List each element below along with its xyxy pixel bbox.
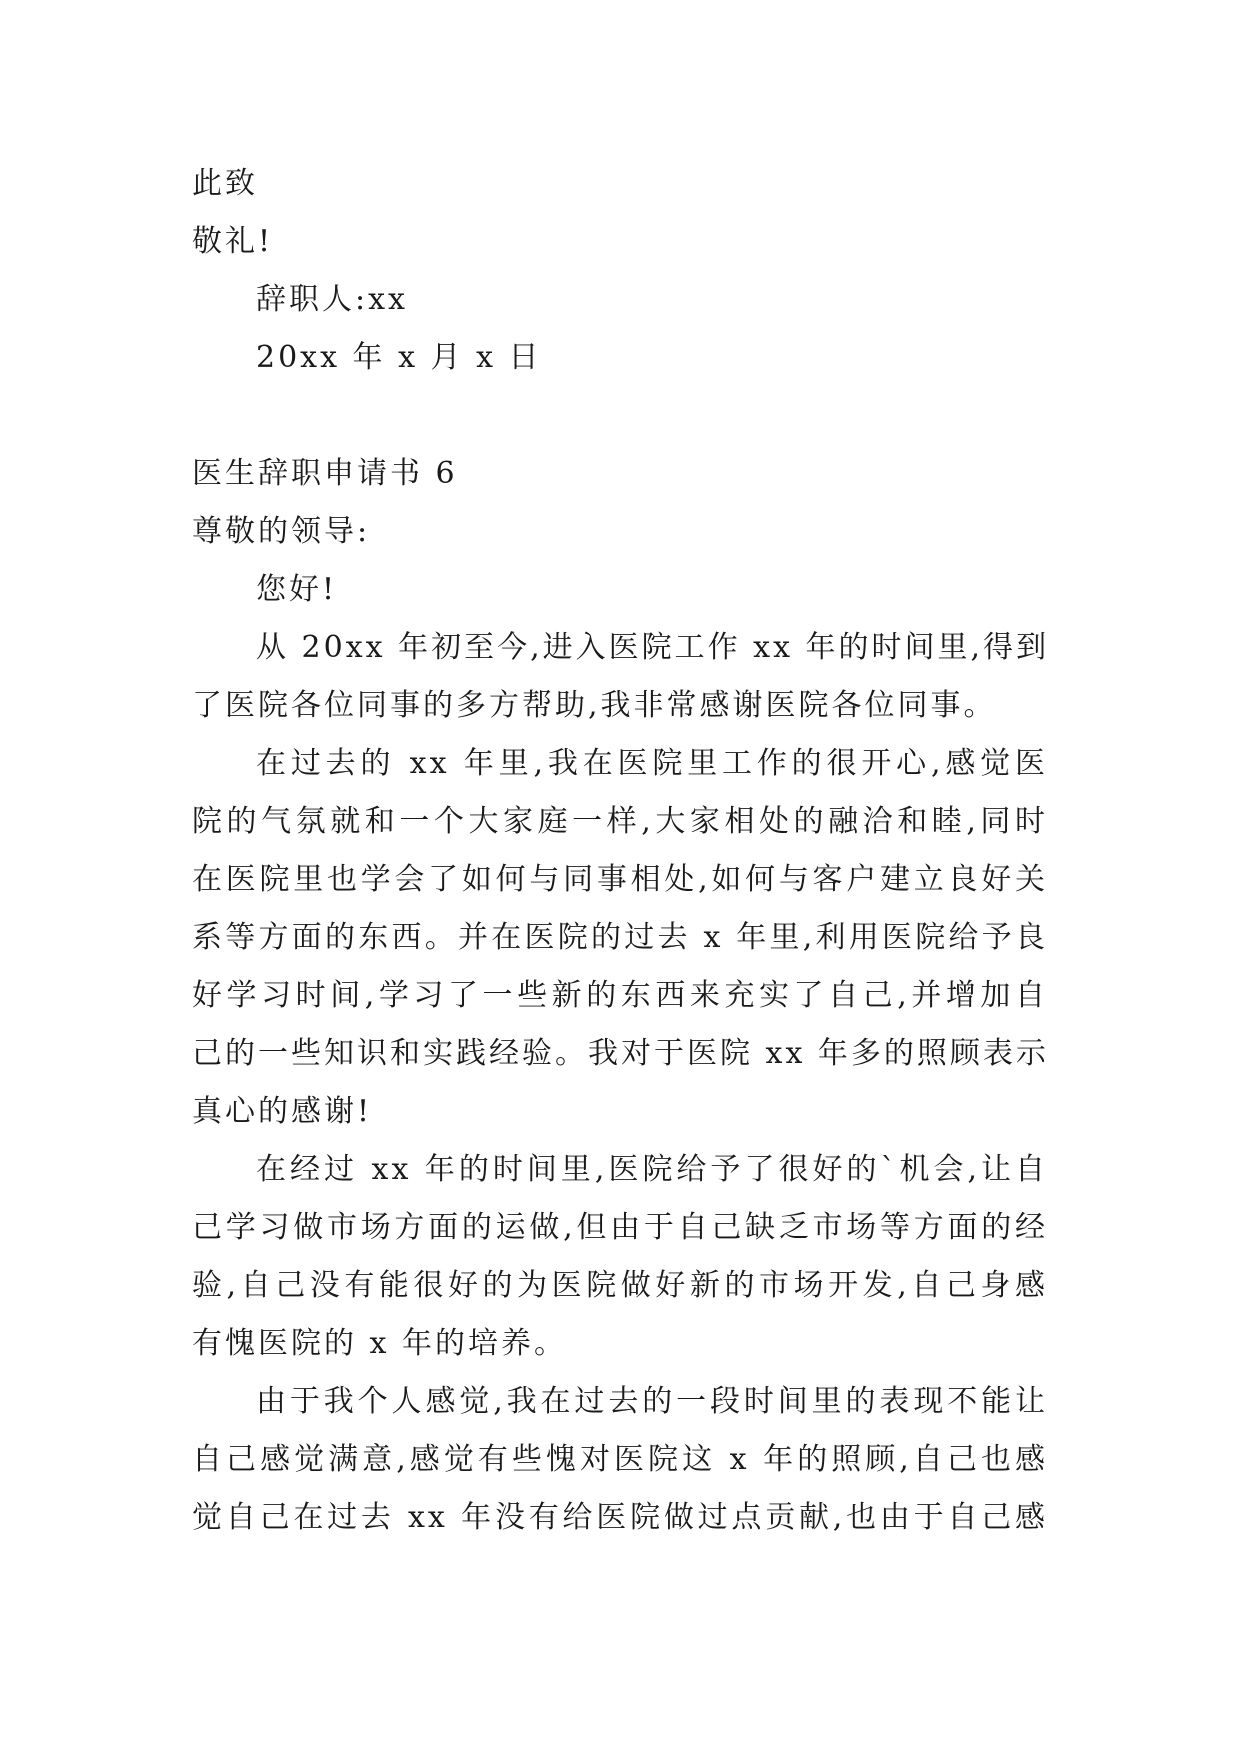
paragraph-line: 从 20xx 年初至今,进入医院工作 xx 年的时间里,得到 (256, 630, 1050, 665)
paragraph-line: 自己感觉满意,感觉有些愧对医院这 x 年的照顾,自己也感 (192, 1442, 1048, 1477)
letter-recipient: 尊敬的领导: (192, 514, 371, 549)
paragraph-line: 己的一些知识和实践经验。我对于医院 xx 年多的照顾表示 (192, 1036, 1049, 1071)
paragraph-line: 好学习时间,学习了一些新的东西来充实了自己,并增加自 (192, 978, 1048, 1013)
paragraph-line: 了医院各位同事的多方帮助,我非常感谢医院各位同事。 (192, 688, 997, 723)
paragraph-line: 己学习做市场方面的运做,但由于自己缺乏市场等方面的经 (192, 1210, 1048, 1245)
closing-salutation: 此致 (192, 166, 258, 201)
paragraph-line: 验,自己没有能很好的为医院做好新的市场开发,自己身感 (192, 1268, 1048, 1303)
letter-greeting: 您好! (256, 572, 338, 607)
paragraph-line: 系等方面的东西。并在医院的过去 x 年里,利用医院给予良 (192, 920, 1048, 955)
paragraph-line: 有愧医院的 x 年的培养。 (192, 1326, 567, 1361)
sign-date: 20xx 年 x 月 x 日 (256, 340, 542, 375)
paragraph-line: 在经过 xx 年的时间里,医院给予了很好的`机会,让自 (256, 1152, 1048, 1187)
closing-regards: 敬礼! (192, 224, 274, 259)
paragraph-line: 在医院里也学会了如何与同事相处,如何与客户建立良好关 (192, 862, 1048, 897)
paragraph-line: 院的气氛就和一个大家庭一样,大家相处的融洽和睦,同时 (192, 804, 1048, 839)
paragraph-line: 在过去的 xx 年里,我在医院里工作的很开心,感觉医 (256, 746, 1048, 781)
paragraph-line: 由于我个人感觉,我在过去的一段时间里的表现不能让 (256, 1384, 1048, 1419)
paragraph-line: 觉自己在过去 xx 年没有给医院做过点贡献,也由于自己感 (192, 1500, 1048, 1535)
signer-name: 辞职人:xx (256, 282, 408, 317)
paragraph-line: 真心的感谢! (192, 1094, 373, 1129)
letter-title: 医生辞职申请书 6 (192, 456, 458, 491)
